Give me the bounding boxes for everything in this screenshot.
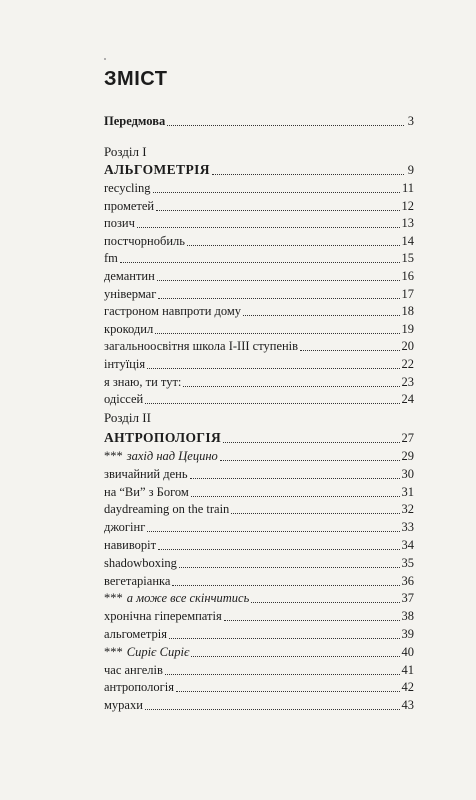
entry-label [104, 447, 218, 465]
toc-entry [104, 483, 414, 501]
dot-leader [300, 350, 399, 351]
entry-page: 19 [401, 321, 414, 336]
entry-page: 34 [401, 538, 414, 552]
entry-page: 35 [401, 555, 414, 570]
entry-page: 17 [401, 286, 414, 301]
toc-entry [104, 518, 414, 536]
dot-leader [145, 709, 400, 710]
toc-entry [104, 607, 414, 625]
entry-label [104, 661, 163, 679]
dot-leader [165, 674, 400, 675]
entry-text: постчорнобиль [104, 233, 185, 248]
entry-label [104, 536, 156, 554]
entry-page: 16 [401, 269, 414, 283]
entry-label [104, 337, 298, 355]
toc-entry [104, 447, 414, 465]
entry-text: fm [104, 251, 118, 266]
toc-entry [104, 373, 414, 391]
dot-leader [145, 403, 399, 404]
entry-text: на “Ви” з Богом [104, 484, 189, 499]
entry-page: 30 [401, 466, 414, 481]
entry-label [104, 197, 154, 215]
toc-entry [104, 179, 414, 197]
entry-page: 14 [401, 233, 414, 248]
heading-page: 9 [407, 163, 414, 177]
toc-entry [104, 554, 414, 572]
toc-entry [104, 197, 414, 215]
entry-text: вегетаріанка [104, 573, 171, 588]
entry-text: а може все скінчитись [126, 591, 250, 606]
entry-text: гастроном навпроти дому [104, 304, 242, 319]
entry-page: 29 [401, 449, 414, 463]
dot-leader [224, 620, 400, 621]
dot-leader [120, 262, 400, 263]
dot-leader [220, 460, 400, 461]
entry-text: Сиріє Сиріє [126, 644, 190, 659]
entry-text: захід над Цецино [126, 449, 218, 463]
toc-entry [104, 355, 414, 373]
entry-label [104, 696, 143, 714]
dot-leader [243, 315, 399, 316]
toc-entry [104, 589, 414, 607]
entry-page: 31 [401, 484, 414, 499]
entry-label: Передмова [104, 114, 166, 128]
entry-text: альгометрія [104, 627, 167, 641]
entry-text: daydreaming on the train [104, 502, 230, 517]
entry-label [104, 678, 174, 696]
toc-entry [104, 661, 414, 679]
dot-leader [137, 227, 400, 228]
entry-page: 32 [401, 502, 414, 517]
toc-entry [104, 390, 414, 408]
entry-label [104, 373, 181, 391]
entry-label [104, 320, 153, 338]
dot-leader [169, 638, 400, 639]
entry-label [104, 390, 143, 408]
toc-entry [104, 536, 414, 554]
entry-text: мурахи [104, 698, 143, 713]
dot-leader [191, 656, 399, 657]
toc-entry [104, 678, 414, 696]
entry-text: демантин [104, 269, 155, 283]
dot-leader [158, 549, 399, 550]
entry-text: крокодил [104, 321, 154, 336]
entry-label [104, 483, 189, 501]
toc-entry [104, 302, 414, 320]
toc-entry [104, 249, 414, 267]
entry-label [104, 285, 156, 303]
toc-entry [104, 572, 414, 590]
dot-leader [158, 298, 399, 299]
toc-entry [104, 643, 414, 661]
toc-entry [104, 465, 414, 483]
entry-page: 39 [401, 627, 414, 641]
heading-page: 27 [401, 431, 414, 445]
entry-label [104, 302, 241, 320]
dot-leader [155, 333, 399, 334]
entry-page: 33 [401, 520, 414, 535]
section-2-heading [104, 429, 414, 447]
entry-text: інтуїція [104, 357, 146, 371]
entry-label [104, 554, 177, 572]
heading-label: АЛЬГОМЕТРІЯ [104, 162, 210, 177]
entry-page: 22 [401, 357, 414, 371]
entry-page: 3 [407, 114, 414, 128]
dot-leader [191, 496, 400, 497]
entry-text: навиворіт [104, 538, 157, 552]
section-1-heading [104, 161, 414, 179]
dot-leader [223, 442, 399, 443]
dot-leader [172, 585, 399, 586]
dot-leader [179, 567, 400, 568]
entry-label [104, 267, 155, 285]
section-1-label: Розділ І [104, 144, 147, 159]
entry-page: 43 [401, 698, 414, 713]
entry-label [104, 179, 151, 197]
entry-label [104, 500, 229, 518]
dot-leader [176, 691, 400, 692]
entry-label [104, 572, 170, 590]
entry-page: 12 [401, 198, 414, 213]
entry-page: 15 [401, 251, 414, 266]
dot-leader [183, 386, 399, 387]
toc-entry [104, 337, 414, 355]
entry-text: джогінг [104, 520, 146, 535]
entry-text: я знаю, ти тут: [104, 374, 182, 389]
entry-label [104, 232, 185, 250]
entry-page: 38 [401, 609, 414, 624]
entry-page: 20 [401, 339, 414, 354]
entry-label [104, 518, 145, 536]
entry-page: 23 [401, 374, 414, 389]
entry-label [104, 249, 118, 267]
entry-text: антропологія [104, 680, 174, 695]
dot-leader [187, 245, 400, 246]
entry-page: 42 [401, 680, 414, 695]
toc-entry-preface [104, 112, 414, 130]
entry-page: 24 [401, 392, 414, 407]
dot-leader [153, 192, 400, 193]
entry-label [104, 355, 145, 373]
entry-label [104, 465, 188, 483]
dot-leader [167, 125, 404, 126]
dot-leader [147, 531, 399, 532]
entry-page: 11 [401, 181, 414, 195]
toc-entry [104, 625, 414, 643]
toc-entry [104, 320, 414, 338]
dot-leader [212, 174, 404, 175]
dot-leader [147, 368, 399, 369]
toc-entry [104, 500, 414, 518]
entry-page: 41 [401, 662, 414, 677]
entry-text: прометей [104, 198, 155, 213]
entry-label [104, 214, 135, 232]
heading-label: АНТРОПОЛОГІЯ [104, 430, 222, 445]
entry-label [104, 643, 189, 661]
entry-page: 13 [401, 216, 414, 231]
dot-leader [156, 210, 399, 211]
entry-page: 36 [401, 573, 414, 588]
entry-text: звичайний день [104, 466, 188, 481]
entry-label [104, 607, 222, 625]
entry-prefix: *** [104, 449, 123, 463]
entry-prefix: *** [104, 591, 123, 606]
entry-text: позич [104, 216, 135, 231]
dot-leader [157, 280, 400, 281]
toc-entry [104, 214, 414, 232]
toc-title: ЗМІСТ [104, 68, 168, 90]
entry-text: shadowboxing [104, 555, 177, 570]
entry-text: час ангелів [104, 662, 163, 677]
entry-text: хронічна гіперемпатія [104, 609, 222, 624]
toc-entry [104, 285, 414, 303]
dot-leader [231, 513, 399, 514]
toc-entry [104, 232, 414, 250]
entry-text: recycling [104, 181, 151, 195]
dot-leader [251, 602, 399, 603]
entry-page: 40 [401, 644, 414, 659]
entry-text: загальноосвітня школа І-ІІІ ступенів [104, 339, 299, 354]
entry-prefix: *** [104, 644, 123, 659]
entry-text: універмаг [104, 286, 157, 301]
entry-label [104, 589, 249, 607]
toc-entry [104, 696, 414, 714]
toc-entry [104, 267, 414, 285]
dot-leader [190, 478, 400, 479]
entry-label [104, 625, 167, 643]
print-speck [104, 58, 106, 60]
entry-page: 18 [401, 304, 414, 319]
entry-text: одіссей [104, 392, 144, 407]
entry-page: 37 [401, 591, 414, 606]
section-2-label: Розділ ІІ [104, 410, 151, 425]
